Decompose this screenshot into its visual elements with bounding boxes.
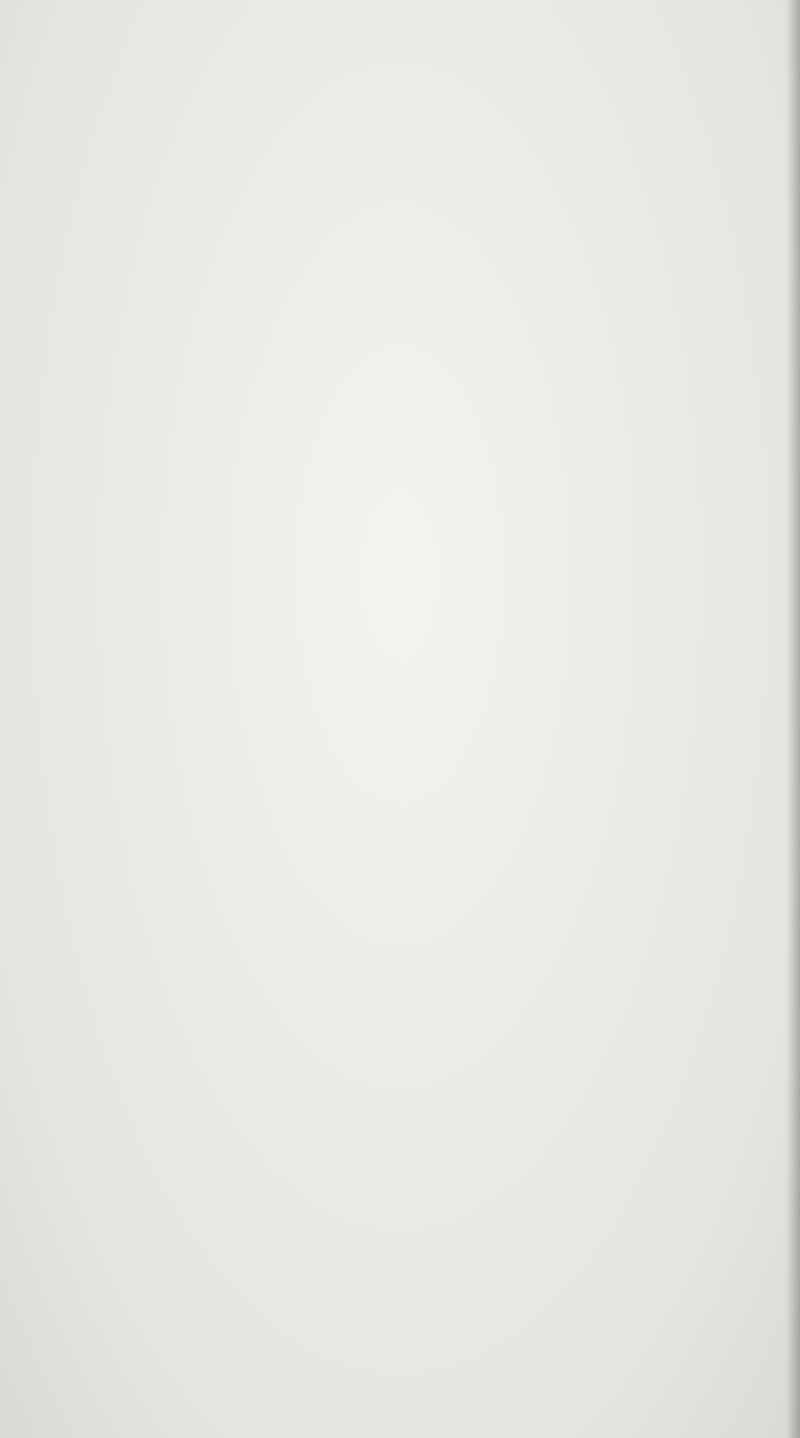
page-edge-shadow — [786, 0, 800, 1438]
section-heading — [0, 258, 800, 282]
